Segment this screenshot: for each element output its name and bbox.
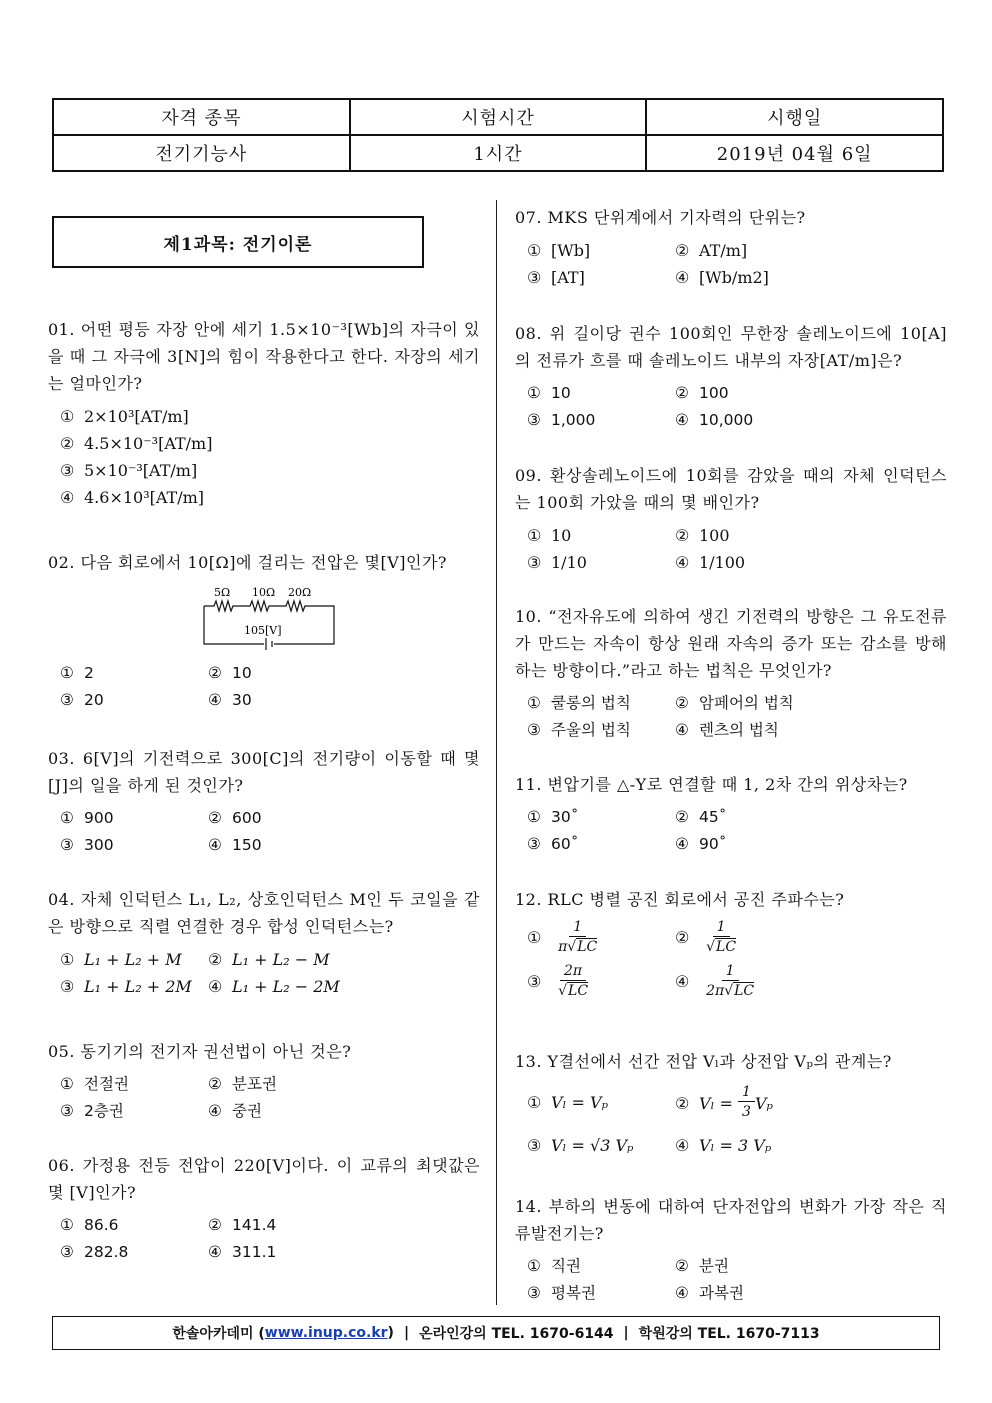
option-2[interactable]: ② AT/m] [675, 241, 748, 260]
option-3[interactable]: ③ [AT] [527, 268, 585, 287]
option-1[interactable]: ① Vₗ = Vₚ [527, 1093, 608, 1112]
option-1[interactable]: ① 86.6 [60, 1216, 119, 1234]
option-1[interactable]: ① 2×10³[AT/m] [60, 407, 189, 426]
resistor-20-label: 20Ω [288, 586, 312, 599]
question-14 [515, 1193, 947, 1307]
fraction: $\frac{1}{3}$ [738, 1084, 755, 1122]
option-3[interactable]: ③ 20 [60, 691, 104, 709]
footer [52, 1316, 940, 1350]
option-4[interactable]: ④ 4.6×10³[AT/m] [60, 488, 205, 507]
option-3[interactable]: ③ 주울의 법칙 [527, 721, 631, 739]
question-stem: 04. 자체 인덕턴스 L₁, L₂, 상호인덕턴스 M인 두 코일을 같은 방향으로 직렬 연결한 경우 합성 인덕턴스는? [48, 890, 480, 936]
option-3[interactable]: ③ 1/10 [527, 553, 587, 572]
option-1[interactable]: ① 2 [60, 664, 94, 682]
question-06 [48, 1152, 480, 1266]
circuit-diagram [200, 584, 340, 654]
header-value-date: 2019년 04월 6일 [646, 135, 943, 171]
option-2[interactable]: ② 600 [208, 809, 262, 827]
question-09 [515, 462, 947, 576]
footer-academy-close: ) [387, 1325, 394, 1341]
subject-title: 제1과목: 전기이론 [52, 216, 424, 268]
option-2[interactable]: ② 100 [675, 384, 729, 402]
option-1[interactable]: ① L₁ + L₂ + M [60, 950, 182, 969]
option-2[interactable]: ② 4.5×10⁻³[AT/m] [60, 434, 213, 453]
question-stem: 01. 어떤 평등 자장 안에 세기 1.5×10⁻³[Wb]의 자극이 있을 때 그 자극에 3[N]의 힘이 작용한다고 한다. 자장의 세기는 얼마인가? [48, 320, 480, 393]
option-2[interactable]: ② 45˚ [675, 808, 727, 826]
header-label-date: 시행일 [646, 99, 943, 135]
question-stem: 07. MKS 단위계에서 기자력의 단위는? [515, 208, 806, 227]
header-label-duration: 시험시간 [350, 99, 647, 135]
question-02 [48, 549, 480, 714]
resistor-10-label: 10Ω [252, 586, 276, 599]
option-1[interactable]: ① 10 [527, 526, 572, 545]
option-1[interactable]: ① 쿨롱의 법칙 [527, 694, 631, 712]
option-4[interactable]: ④ 30 [208, 691, 252, 709]
option-4[interactable]: ④ 90˚ [675, 835, 727, 853]
option-2[interactable]: ② 10 [208, 664, 252, 682]
option-1[interactable]: ① 30˚ [527, 808, 579, 826]
option-3[interactable]: ③ 평복권 [527, 1284, 596, 1302]
option-4[interactable]: ④ 311.1 [208, 1243, 277, 1261]
question-08 [515, 320, 947, 434]
option-2[interactable]: ② Vₗ = $\frac{1}{3}$ Vₚ [675, 1084, 773, 1120]
exam-info-table [52, 98, 944, 172]
question-12 [515, 886, 947, 1001]
option-4[interactable]: ④ Vₗ = 3 Vₚ [675, 1136, 772, 1155]
footer-online-phone: 온라인강의 TEL. 1670-6144 [419, 1326, 614, 1342]
option-2[interactable]: ② 분포권 [208, 1075, 277, 1093]
question-07 [515, 204, 947, 291]
option-4[interactable]: ④ 과복권 [675, 1284, 744, 1302]
question-03 [48, 745, 480, 859]
question-11 [515, 771, 947, 858]
option-3[interactable]: ③ 300 [60, 836, 114, 854]
question-stem: 12. RLC 병렬 공진 회로에서 공진 주파수는? [515, 890, 845, 909]
option-3[interactable]: ③ $\frac{2\pi}{√LC}$ [527, 963, 589, 999]
option-3[interactable]: ③ 282.8 [60, 1243, 129, 1261]
option-1[interactable]: ① [Wb] [527, 241, 591, 260]
option-2[interactable]: ② 141.4 [208, 1216, 277, 1234]
option-3[interactable]: ③ 2층권 [60, 1102, 124, 1120]
footer-separator: | [403, 1325, 410, 1341]
question-stem: 05. 동기기의 전기자 권선법이 아닌 것은? [48, 1042, 352, 1061]
option-4[interactable]: ④ L₁ + L₂ − 2M [208, 977, 340, 996]
fraction: $\frac{1}{√LC}$ [706, 919, 737, 955]
option-1[interactable]: ① 900 [60, 809, 114, 827]
option-1[interactable]: ① 직권 [527, 1257, 581, 1275]
question-stem: 06. 가정용 전등 전압이 220[V]이다. 이 교류의 최댓값은 몇 [V]인가? [48, 1156, 480, 1202]
question-04 [48, 886, 480, 1000]
option-4[interactable]: ④ 10,000 [675, 411, 754, 429]
option-3[interactable]: ③ L₁ + L₂ + 2M [60, 977, 192, 996]
option-4[interactable]: ④ [Wb/m2] [675, 268, 769, 287]
option-1[interactable]: ① $\frac{1}{\pi√LC}$ [527, 919, 598, 955]
fraction: $\frac{1}{\pi√LC}$ [558, 919, 598, 955]
header-value-duration: 1시간 [350, 135, 647, 171]
option-3[interactable]: ③ 1,000 [527, 411, 596, 429]
column-divider [496, 200, 497, 1305]
question-13 [515, 1048, 947, 1161]
header-value-qualification: 전기기능사 [53, 135, 350, 171]
option-4[interactable]: ④ $\frac{1}{2\pi√LC}$ [675, 963, 755, 999]
option-2[interactable]: ② $\frac{1}{√LC}$ [675, 919, 737, 955]
option-1[interactable]: ① 10 [527, 384, 571, 402]
option-3[interactable]: ③ 5×10⁻³[AT/m] [60, 461, 198, 480]
question-stem: 11. 변압기를 △-Y로 연결할 때 1, 2차 간의 위상차는? [515, 775, 908, 794]
footer-website-link[interactable]: www.inup.co.kr [264, 1325, 388, 1341]
question-stem: 09. 환상솔레노이드에 10회를 감았을 때의 자체 인덕턴스는 100회 가았을 때의 몇 배인가? [515, 466, 947, 512]
fraction: $\frac{2\pi}{√LC}$ [558, 963, 589, 999]
option-2[interactable]: ② 암페어의 법칙 [675, 694, 794, 712]
footer-offline-phone: 학원강의 TEL. 1670-7113 [638, 1326, 820, 1342]
option-2[interactable]: ② L₁ + L₂ − M [208, 950, 330, 969]
option-3[interactable]: ③ Vₗ = √3 Vₚ [527, 1136, 634, 1155]
header-label-qualification: 자격 종목 [53, 99, 350, 135]
question-stem: 13. Y결선에서 선간 전압 Vₗ과 상전압 Vₚ의 관계는? [515, 1052, 892, 1071]
option-4[interactable]: ④ 중권 [208, 1102, 262, 1120]
option-4[interactable]: ④ 렌츠의 법칙 [675, 721, 779, 739]
footer-separator: | [623, 1325, 629, 1341]
option-3[interactable]: ③ 60˚ [527, 835, 579, 853]
question-stem: 14. 부하의 변동에 대하여 단자전압의 변화가 가장 작은 직류발전기는? [515, 1197, 947, 1243]
question-10 [515, 603, 947, 744]
question-stem: 02. 다음 회로에서 10[Ω]에 걸리는 전압은 몇[V]인가? [48, 553, 447, 572]
question-05 [48, 1038, 480, 1125]
resistor-5-label: 5Ω [214, 586, 231, 599]
fraction: $\frac{1}{2\pi√LC}$ [706, 963, 755, 999]
option-4[interactable]: ④ 150 [208, 836, 262, 854]
question-stem: 08. 위 길이당 권수 100회인 무한장 솔레노이드에 10[A]의 전류가 흐를 때 솔레노이드 내부의 자장[AT/m]은? [515, 324, 947, 370]
question-stem: 10. “전자유도에 의하여 생긴 기전력의 방향은 그 유도전류가 만드는 자속이 항상 원래 자속의 증가 또는 감소를 방해하는 방향이다.”라고 하는 법칙은 무엇인가? [515, 607, 947, 680]
footer-academy: 한솔아카데미 ( [172, 1326, 265, 1342]
option-2[interactable]: ② 분권 [675, 1257, 729, 1275]
question-stem: 03. 6[V]의 기전력으로 300[C]의 전기량이 이동할 때 몇 [J]의 일을 하게 된 것인가? [48, 749, 480, 795]
question-01 [48, 316, 480, 511]
source-voltage-label: 105[V] [244, 624, 282, 637]
option-1[interactable]: ① 전절권 [60, 1075, 129, 1093]
option-4[interactable]: ④ 1/100 [675, 553, 746, 572]
option-2[interactable]: ② 100 [675, 526, 730, 545]
